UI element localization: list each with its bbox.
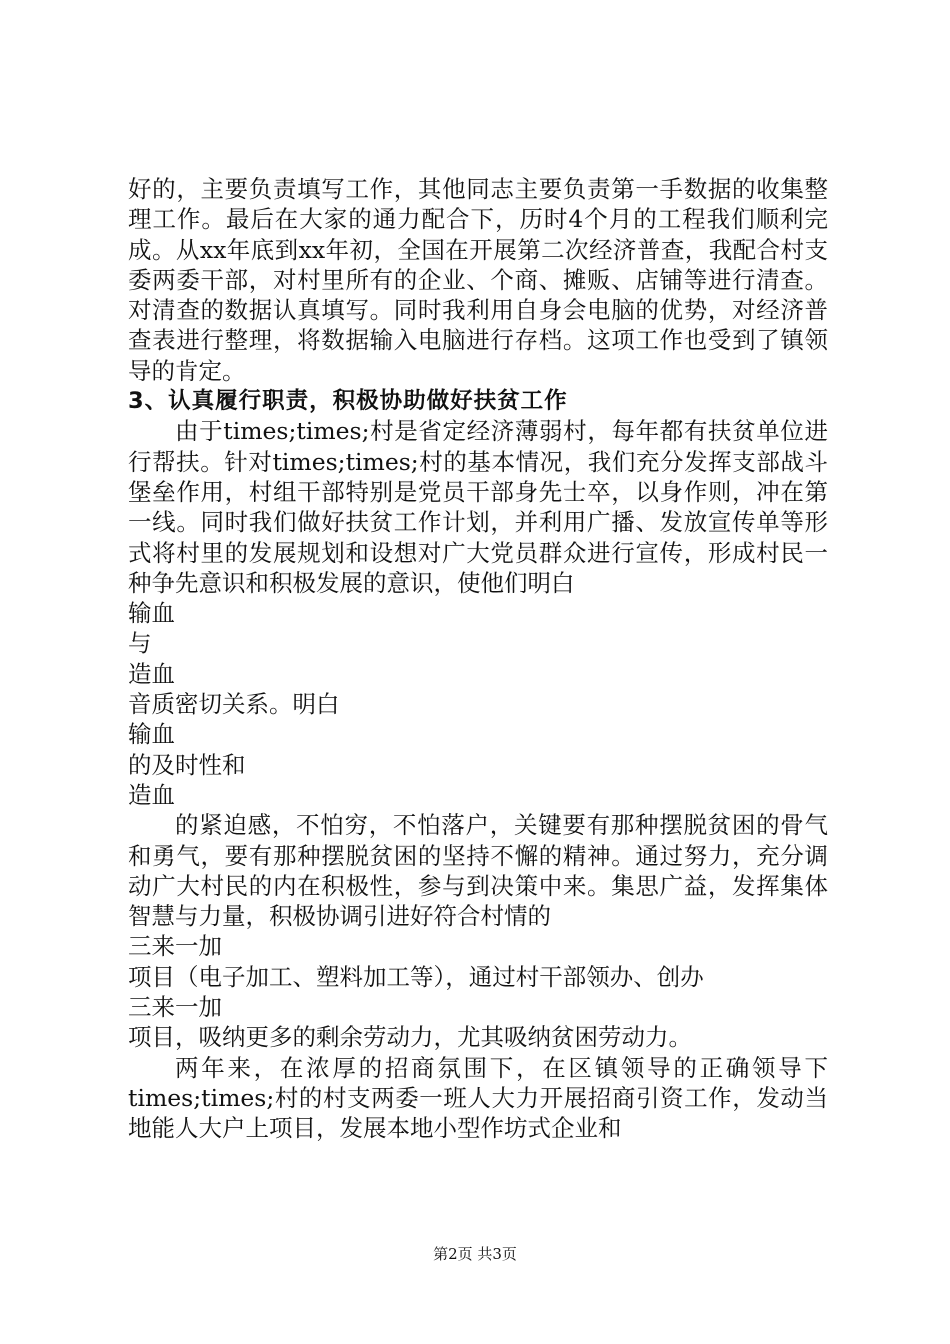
text-line: 项目（电子加工、塑料加工等），通过村干部领办、创办 [128,962,704,991]
section-heading-poverty-alleviation: 3、认真履行职责，积极协助做好扶贫工作 [128,388,568,415]
text-line: 三来一加 [128,993,222,1022]
text-line: 输血 [128,720,175,749]
paragraph-census-work: 好的，主要负责填写工作，其他同志主要负责第一手数据的收集整理工作。最后在大家的通力配合下，历时4个月的工程我们顺利完成。从xx年底到xx年初，全国在开展第二次经济普查，我配合村支委两委干部，对村里所有的企业、个商、摊贩、店铺等进行清查。对清查的数据认真填写。同时我利用自身会电脑的优势，对经济普查表进行整理，将数据输入电脑进行存档。这项工作也受到了镇领导的肯定。 [128,175,828,385]
text-line: 项目，吸纳更多的剩余劳动力，尤其吸纳贫困劳动力。 [128,1023,692,1052]
page-footer: 第2页 共3页 [433,1245,517,1263]
text-line: 的及时性和 [128,750,246,779]
paragraph-urgency: 的紧迫感，不怕穷，不怕落户，关键要有那种摆脱贫困的骨气和勇气，要有那种摆脱贫困的坚持不懈的精神。通过努力，充分调动广大村民的内在积极性，参与到决策中来。集思广益，发挥集体智慧与力量，积极协调引进好符合村情的 [128,811,828,931]
text-line: 与 [128,629,152,658]
text-line: 三来一加 [128,932,222,961]
text-line: 音质密切关系。明白 [128,690,340,719]
text-line: 输血 [128,599,175,628]
text-line: 造血 [128,659,175,688]
document-body [128,174,828,1144]
paragraph-investment: 两年来，在浓厚的招商氛围下，在区镇领导的正确领导下times;times;村的村支两委一班人大力开展招商引资工作，发动当地能人大户上项目，发展本地小型作坊式企业和 [128,1053,828,1143]
text-line: 造血 [128,780,175,809]
paragraph-poverty-support: 由于times;times;村是省定经济薄弱村，每年都有扶贫单位进行帮扶。针对times;times;村的基本情况，我们充分发挥支部战斗堡垒作用，村组干部特别是党员干部身先士卒，以身作则，冲在第一线。同时我们做好扶贫工作计划，并利用广播、发放宣传单等形式将村里的发展规划和设想对广大党员群众进行宣传，形成村民一种争先意识和积极发展的意识，使他们明白 [128,417,828,597]
